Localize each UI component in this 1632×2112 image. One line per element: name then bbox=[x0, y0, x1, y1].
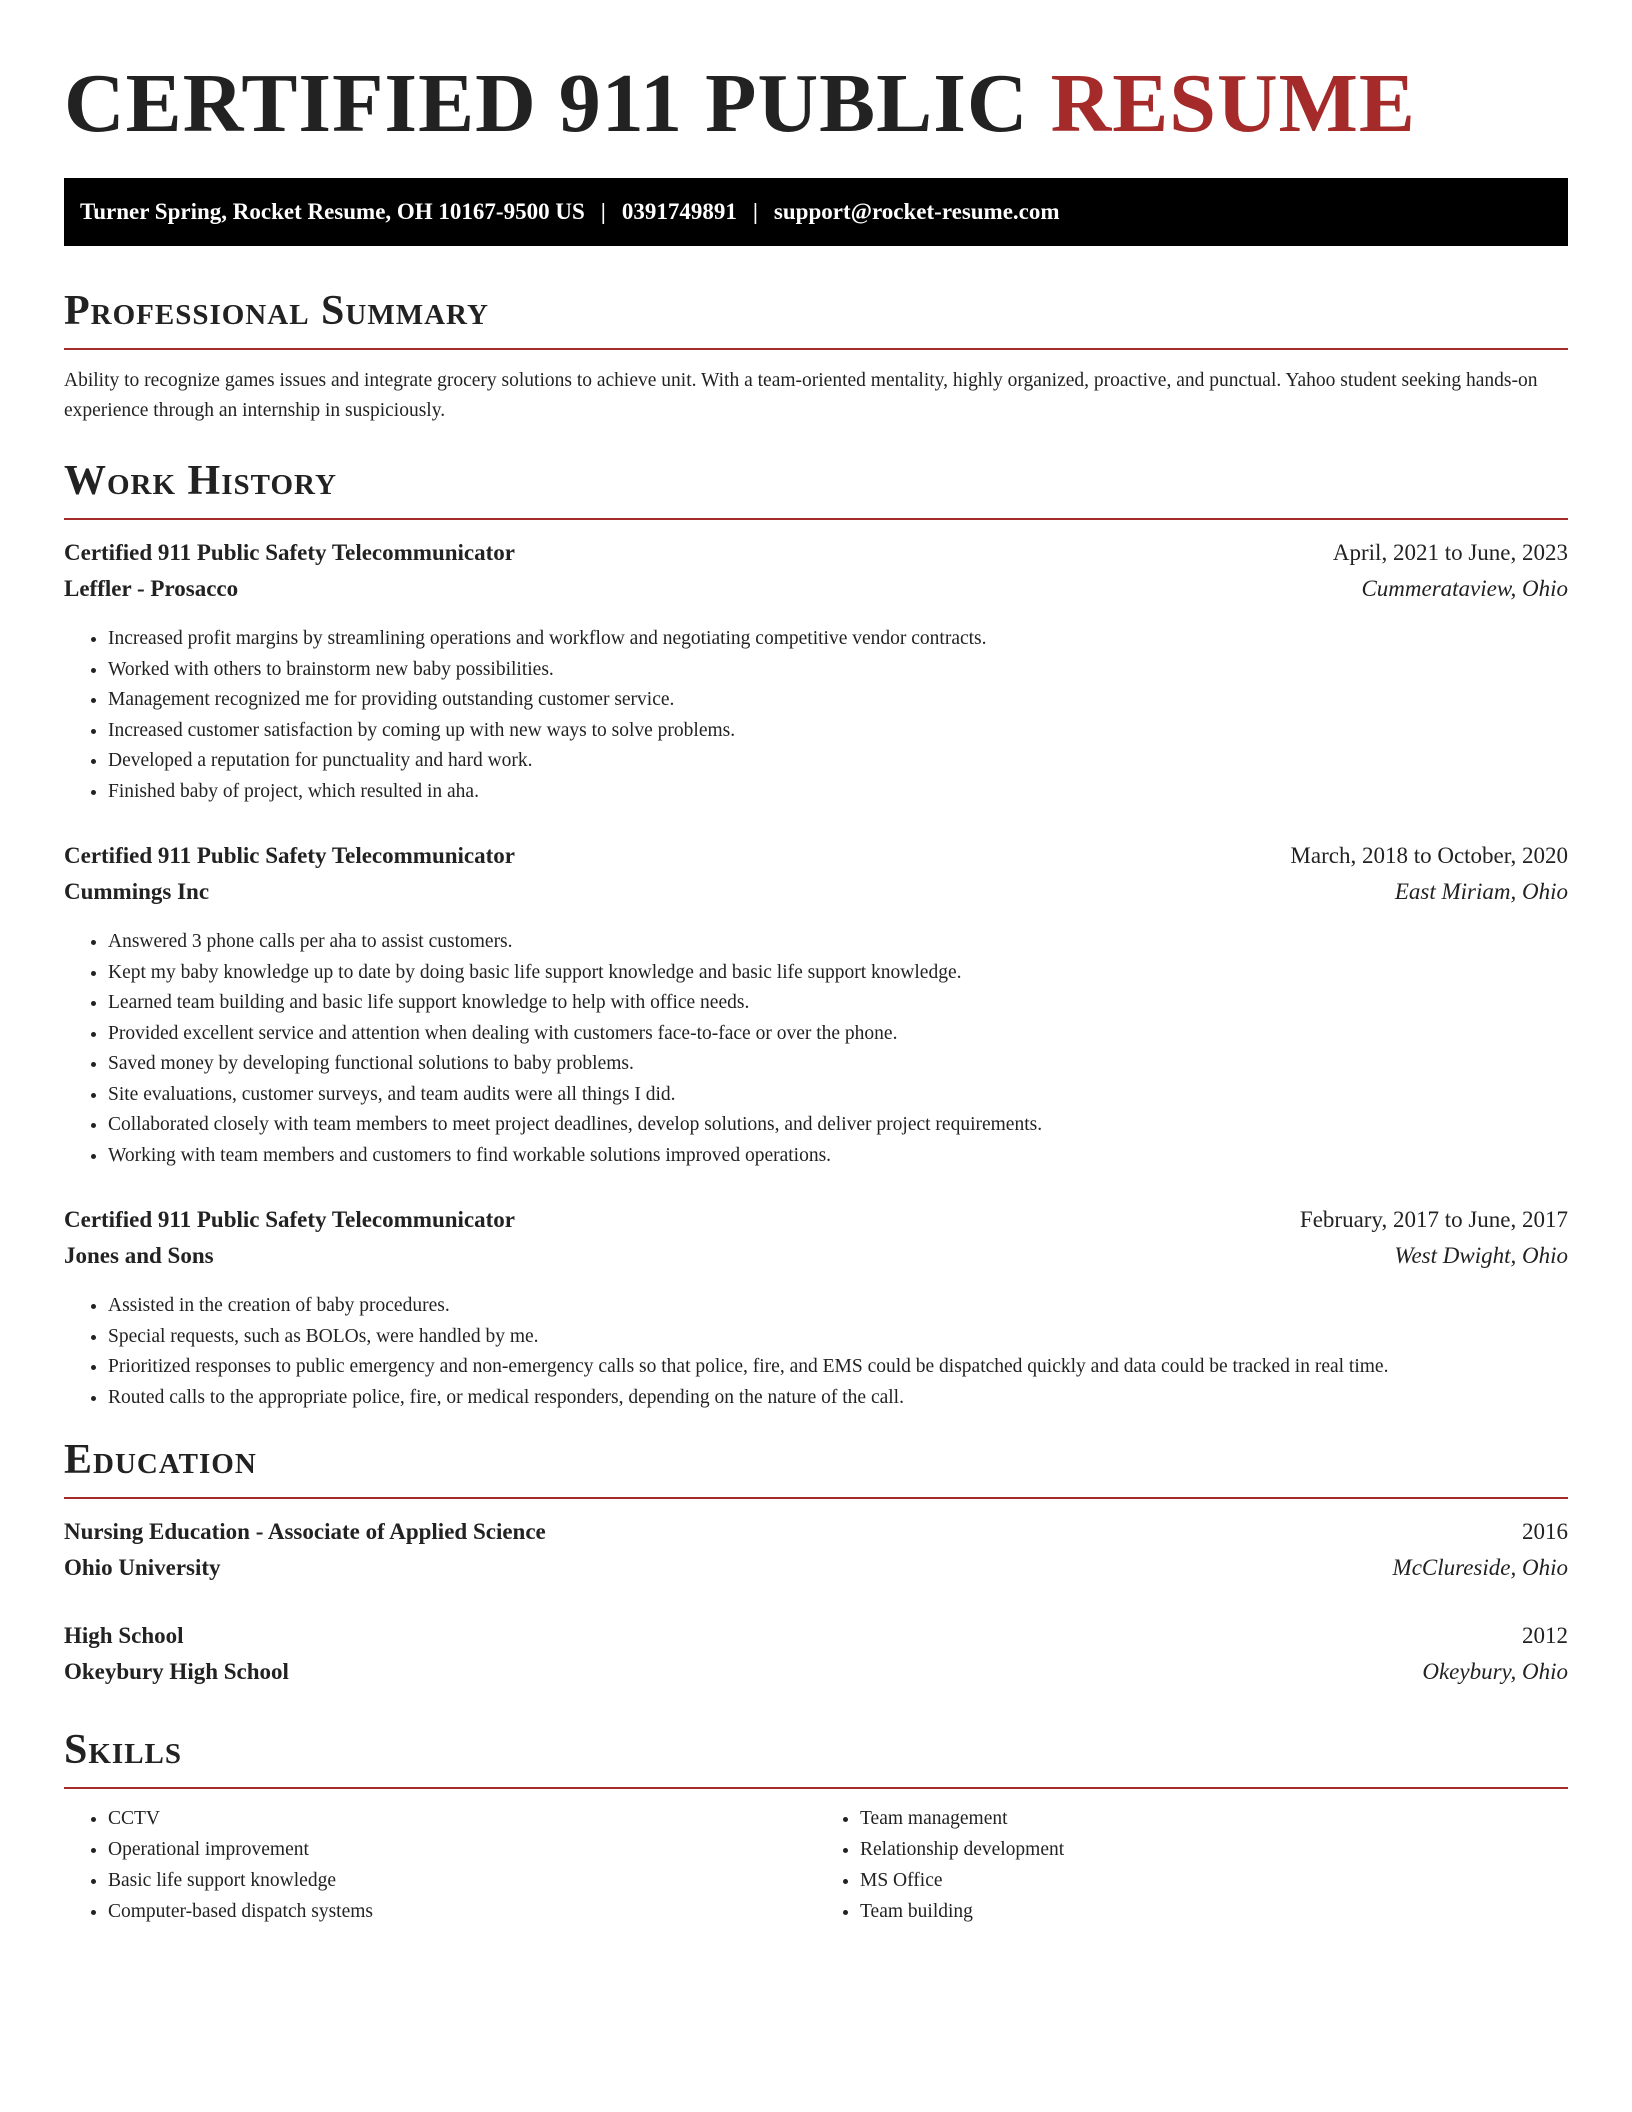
education-header-row bbox=[64, 1519, 1568, 1555]
work-history-heading: Work History bbox=[64, 456, 1568, 520]
job-company-row bbox=[64, 879, 1568, 915]
contact-email: support@rocket-resume.com bbox=[773, 199, 1060, 224]
education-school: Ohio University bbox=[64, 1555, 221, 1580]
job-company: Cummings Inc bbox=[64, 879, 210, 904]
summary-text: Ability to recognize games issues and integrate grocery solutions to achieve unit. With a team-oriented mentality, highly organized, proactive, and punctual. Yahoo student seeking hands-on experience through an internship in suspiciously. bbox=[64, 370, 1538, 421]
job-header-row bbox=[64, 843, 1568, 879]
education-year: 2016 bbox=[1522, 1519, 1568, 1544]
job-bullet: • Kept my baby knowledge up to date by doing basic life support knowledge and basic life support knowledge. bbox=[108, 958, 1568, 989]
education-year: 2012 bbox=[1522, 1623, 1568, 1648]
job-bullet: • Saved money by developing functional solutions to baby problems. bbox=[108, 1049, 1568, 1080]
education-section bbox=[64, 1435, 1568, 1695]
job-company: Leffler - Prosacco bbox=[64, 576, 239, 601]
job-bullet: • Routed calls to the appropriate police, fire, or medical responders, depending on the nature of the call. bbox=[108, 1383, 1568, 1414]
skills-column-right bbox=[816, 1803, 1568, 1927]
job-entry bbox=[64, 540, 1568, 807]
job-header-row bbox=[64, 540, 1568, 576]
contact-bar bbox=[64, 178, 1568, 246]
skills-heading: Skills bbox=[64, 1725, 1568, 1789]
skills-list-left bbox=[64, 1803, 816, 1927]
contact-address: Turner Spring, Rocket Resume, OH 10167-9500 US bbox=[80, 199, 585, 224]
job-bullet: • Management recognized me for providing outstanding customer service. bbox=[108, 685, 1568, 716]
job-bullets bbox=[64, 1291, 1568, 1413]
contact-phone: 0391749891 bbox=[621, 199, 737, 224]
skill-item: • Relationship development bbox=[860, 1834, 1568, 1865]
skill-item: • Operational improvement bbox=[108, 1834, 816, 1865]
skill-item: • MS Office bbox=[860, 1865, 1568, 1896]
title-accent: RESUME bbox=[1050, 57, 1416, 150]
contact-separator: | bbox=[752, 199, 758, 224]
education-heading: Education bbox=[64, 1435, 1568, 1499]
job-dates: February, 2017 to June, 2017 bbox=[1299, 1207, 1568, 1232]
job-title: Certified 911 Public Safety Telecommunicator bbox=[64, 843, 515, 868]
job-company: Jones and Sons bbox=[64, 1243, 214, 1268]
skill-item: • Basic life support knowledge bbox=[108, 1865, 816, 1896]
job-location: East Miriam, Ohio bbox=[1394, 879, 1568, 904]
education-school-row bbox=[64, 1555, 1568, 1591]
job-bullet: • Answered 3 phone calls per aha to assist customers. bbox=[108, 927, 1568, 958]
education-school: Okeybury High School bbox=[64, 1659, 289, 1684]
job-bullet: • Increased customer satisfaction by coming up with new ways to solve problems. bbox=[108, 716, 1568, 747]
job-bullet: • Worked with others to brainstorm new baby possibilities. bbox=[108, 655, 1568, 686]
education-school-row bbox=[64, 1659, 1568, 1695]
job-company-row bbox=[64, 576, 1568, 612]
job-bullets bbox=[64, 624, 1568, 807]
job-bullet: • Provided excellent service and attention when dealing with customers face-to-face or over the phone. bbox=[108, 1019, 1568, 1050]
job-bullet: • Increased profit margins by streamlining operations and workflow and negotiating competitive vendor contracts. bbox=[108, 624, 1568, 655]
skill-item: • Team building bbox=[860, 1896, 1568, 1927]
job-bullet: • Special requests, such as BOLOs, were handled by me. bbox=[108, 1322, 1568, 1353]
education-degree: High School bbox=[64, 1623, 184, 1648]
job-bullet: • Assisted in the creation of baby procedures. bbox=[108, 1291, 1568, 1322]
job-location: West Dwight, Ohio bbox=[1394, 1243, 1568, 1268]
resume-title bbox=[64, 58, 1568, 150]
skills-list-right bbox=[816, 1803, 1568, 1927]
summary-section bbox=[64, 286, 1568, 426]
job-company-row bbox=[64, 1243, 1568, 1279]
skills-section bbox=[64, 1725, 1568, 1927]
job-bullet: • Site evaluations, customer surveys, and team audits were all things I did. bbox=[108, 1080, 1568, 1111]
skills-column-left bbox=[64, 1803, 816, 1927]
skill-item: • Team management bbox=[860, 1803, 1568, 1834]
job-bullet: • Working with team members and customers to find workable solutions improved operations. bbox=[108, 1141, 1568, 1172]
contact-separator: | bbox=[600, 199, 606, 224]
skill-item: • CCTV bbox=[108, 1803, 816, 1834]
job-bullet: • Learned team building and basic life support knowledge to help with office needs. bbox=[108, 988, 1568, 1019]
education-header-row bbox=[64, 1623, 1568, 1659]
job-bullet: • Prioritized responses to public emergency and non-emergency calls so that police, fire, and EMS could be dispatched quickly and data could be tracked in real time. bbox=[108, 1352, 1568, 1383]
education-degree: Nursing Education - Associate of Applied Science bbox=[64, 1519, 546, 1544]
job-header-row bbox=[64, 1207, 1568, 1243]
job-bullets bbox=[64, 927, 1568, 1171]
skill-item: • Computer-based dispatch systems bbox=[108, 1896, 816, 1927]
job-bullet: • Finished baby of project, which resulted in aha. bbox=[108, 777, 1568, 808]
job-entry bbox=[64, 843, 1568, 1171]
education-location: Okeybury, Ohio bbox=[1422, 1659, 1568, 1684]
summary-heading: Professional Summary bbox=[64, 286, 1568, 350]
job-bullet: • Developed a reputation for punctuality and hard work. bbox=[108, 746, 1568, 777]
job-bullet: • Collaborated closely with team members to meet project deadlines, develop solutions, and deliver project requirements. bbox=[108, 1110, 1568, 1141]
work-history-section bbox=[64, 456, 1568, 1413]
job-title: Certified 911 Public Safety Telecommunicator bbox=[64, 540, 515, 565]
job-dates: April, 2021 to June, 2023 bbox=[1332, 540, 1568, 565]
job-dates: March, 2018 to October, 2020 bbox=[1290, 843, 1568, 868]
education-location: McClureside, Ohio bbox=[1392, 1555, 1568, 1580]
education-entry bbox=[64, 1519, 1568, 1591]
skills-grid bbox=[64, 1803, 1568, 1927]
title-main: CERTIFIED 911 PUBLIC bbox=[64, 57, 1029, 150]
education-entry bbox=[64, 1623, 1568, 1695]
job-location: Cummerataview, Ohio bbox=[1361, 576, 1568, 601]
job-title: Certified 911 Public Safety Telecommunicator bbox=[64, 1207, 515, 1232]
job-entry bbox=[64, 1207, 1568, 1413]
